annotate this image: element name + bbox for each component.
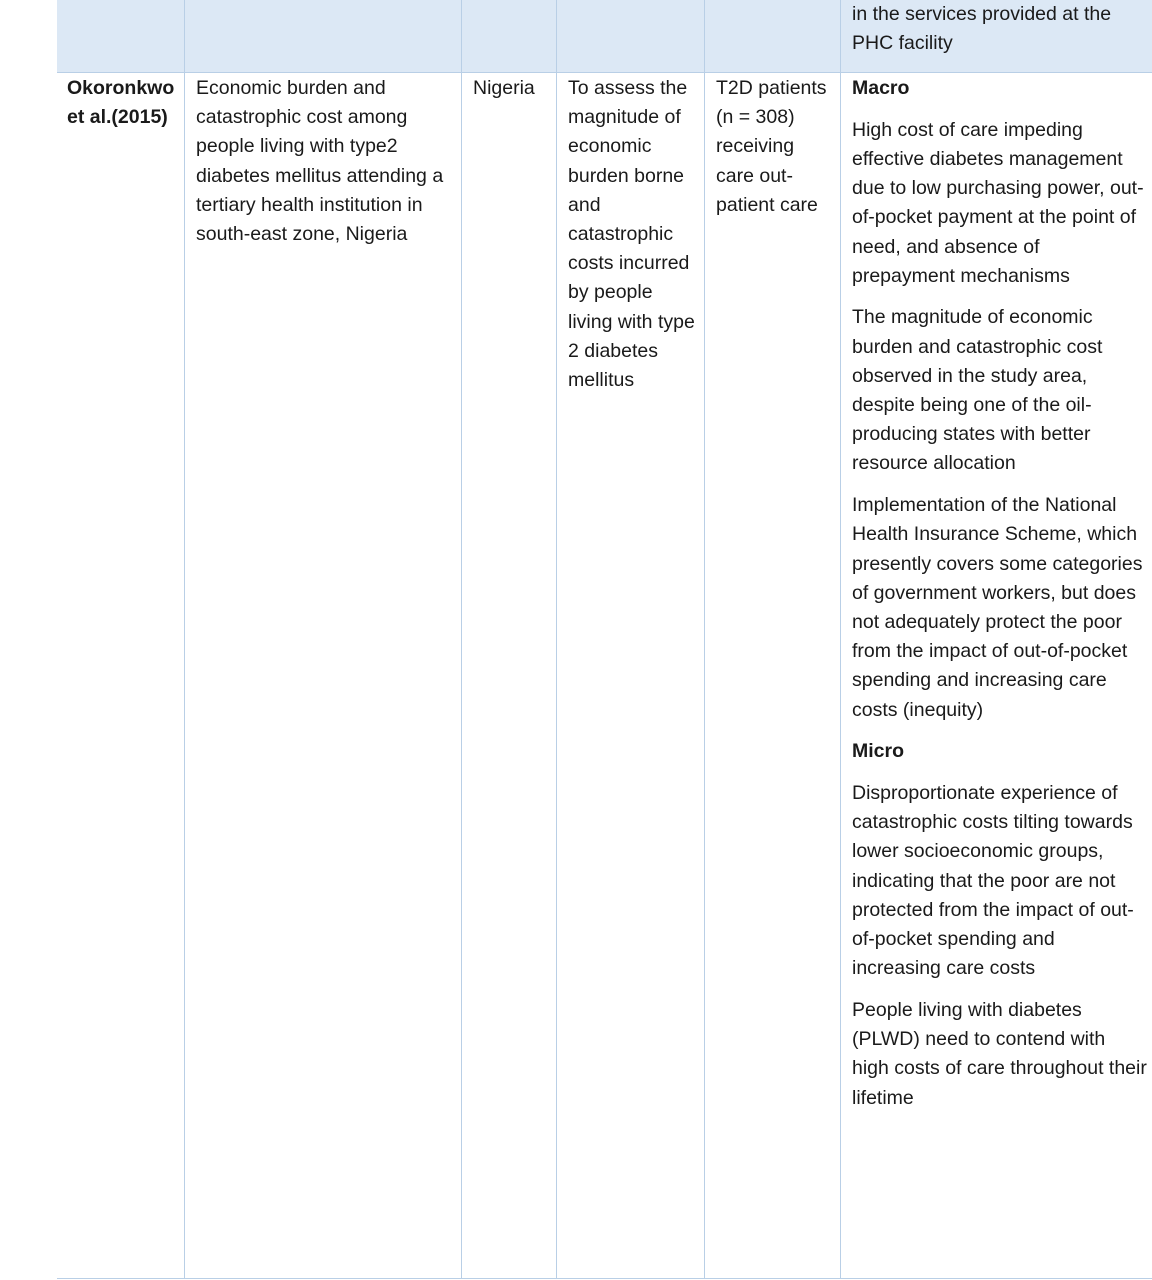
author-cell bbox=[67, 74, 179, 132]
aim-cell bbox=[568, 74, 696, 395]
column-divider bbox=[556, 0, 557, 72]
population-text: T2D patients (n = 308) receiving care out-patient care bbox=[716, 77, 827, 216]
country-text: Nigeria bbox=[473, 77, 535, 99]
aim-text: To assess the magnitude of economic burden borne and catastrophic costs incurred by people living with type 2 diabetes mellitus bbox=[568, 77, 695, 392]
micro-finding: People living with diabetes (PLWD) need to contend with high costs of care throughout their lifetime bbox=[852, 998, 1147, 1109]
micro-heading: Micro bbox=[852, 740, 905, 763]
column-divider bbox=[704, 0, 705, 72]
column-divider bbox=[840, 73, 841, 1278]
macro-heading: Macro bbox=[852, 77, 910, 99]
column-divider bbox=[461, 73, 462, 1278]
country-cell bbox=[473, 74, 553, 103]
column-divider bbox=[184, 73, 185, 1278]
author-text: Okoronkwo et al.(2015) bbox=[67, 77, 175, 129]
macro-finding: The magnitude of economic burden and catastrophic cost observed in the study area, despite being one of the oil-producing states with better resource allocation bbox=[852, 306, 1103, 475]
population-cell bbox=[716, 74, 834, 220]
macro-finding: High cost of care impeding effective diabetes management due to low purchasing power, out-of-pocket payment at the point of need, and absence of prepayment mechanisms bbox=[852, 118, 1144, 287]
findings-tail-text: in the services provided at the PHC facility bbox=[852, 3, 1112, 55]
literature-table bbox=[57, 0, 1152, 1279]
table-row bbox=[57, 73, 1152, 1279]
findings-cell-previous bbox=[852, 0, 1147, 58]
micro-finding: Disproportionate experience of catastrophic costs tilting towards lower socioeconomic groups, indicating that the poor are not protected from the impact of out-of-pocket spending and increasing care costs bbox=[852, 781, 1134, 980]
column-divider bbox=[704, 73, 705, 1278]
findings-cell bbox=[852, 74, 1147, 1113]
table-row-previous bbox=[57, 0, 1152, 73]
title-cell bbox=[196, 74, 456, 249]
column-divider bbox=[184, 0, 185, 72]
column-divider bbox=[461, 0, 462, 72]
study-title-text: Economic burden and catastrophic cost among people living with type2 diabetes mellitus attending a tertiary health institution in south-east zone, Nigeria bbox=[196, 77, 444, 246]
column-divider bbox=[840, 0, 841, 72]
macro-finding: Implementation of the National Health Insurance Scheme, which presently covers some categories of government workers, but does not adequately protect the poor from the impact of out-of-pocket spending and increasing care costs (inequity) bbox=[852, 494, 1143, 721]
column-divider bbox=[556, 73, 557, 1278]
